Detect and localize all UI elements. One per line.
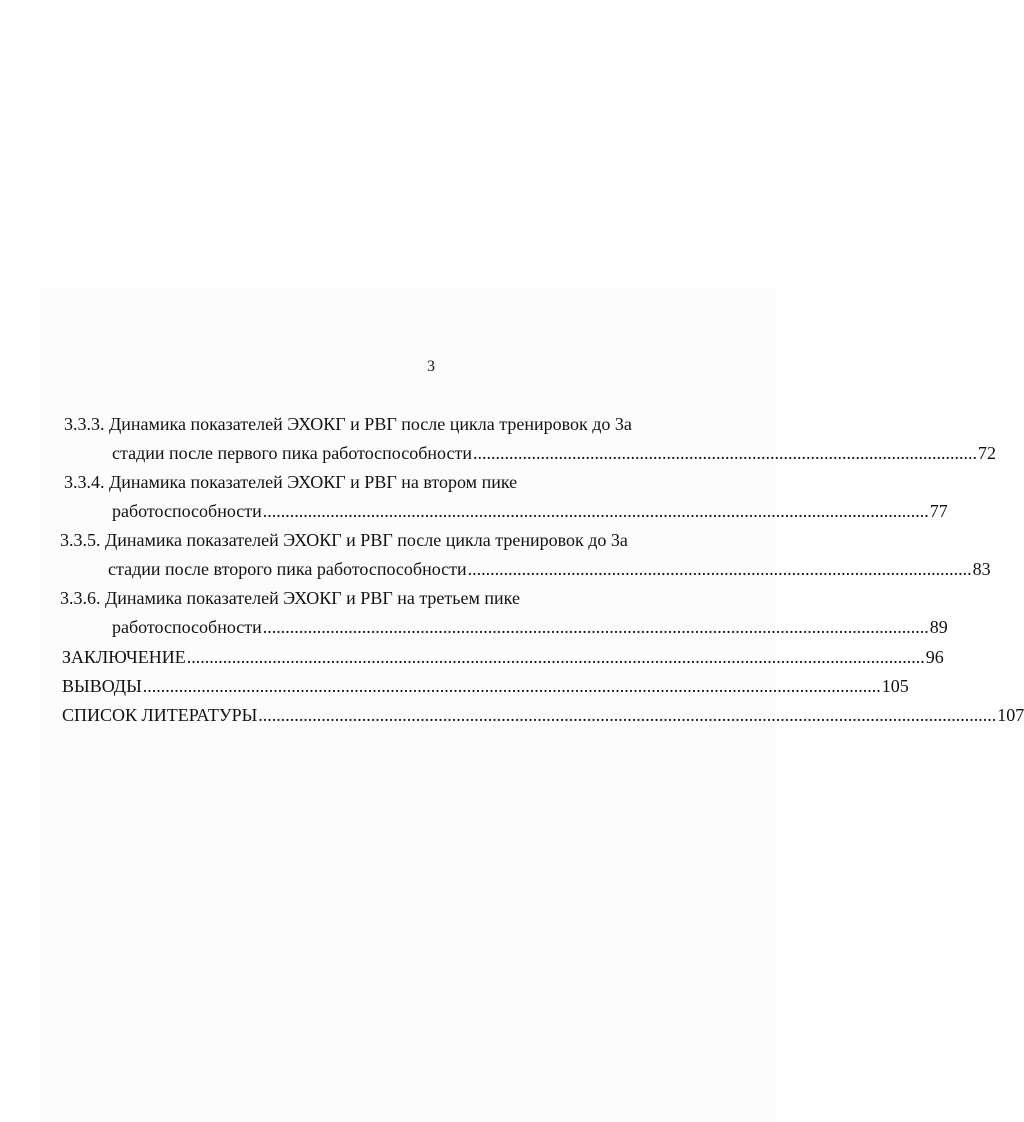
- toc-entry-title-text: 3.3.5. Динамика показателей ЭХОКГ и РВГ после цикла тренировок до 3а: [60, 530, 628, 550]
- toc-page-number: 105: [881, 676, 909, 696]
- toc-entry-title-text: 3.3.6. Динамика показателей ЭХОКГ и РВГ на третьем пике: [60, 588, 520, 608]
- dot-leader: ....................................................................................................................................................................: [142, 676, 881, 696]
- toc-entry-findings: [62, 674, 909, 698]
- toc-entry-conclusion: [62, 645, 944, 669]
- toc-entry-3-3-6-title: [60, 586, 740, 610]
- toc-entry-continuation-text: работоспособности: [112, 501, 262, 521]
- toc-entry-3-3-5-continuation: [108, 557, 991, 581]
- toc-entry-title-text: ЗАКЛЮЧЕНИЕ: [62, 647, 186, 667]
- toc-entry-3-3-4-title: [64, 470, 744, 494]
- toc-entry-title-text: 3.3.3. Динамика показателей ЭХОКГ и РВГ после цикла тренировок до 3а: [64, 414, 632, 434]
- toc-page-number: 72: [977, 443, 996, 463]
- toc-page-number: 96: [925, 647, 944, 667]
- toc-entry-title-text: ВЫВОДЫ: [62, 676, 142, 696]
- toc-page-number: 77: [929, 501, 948, 521]
- dot-leader: ....................................................................................................................................................: [262, 617, 929, 637]
- toc-entry-3-3-4-continuation: [112, 499, 948, 523]
- dot-leader: ....................................................................................................................................................................: [258, 705, 997, 725]
- toc-page-number: 107: [997, 705, 1024, 725]
- toc-entry-continuation-text: работоспособности: [112, 617, 262, 637]
- dot-leader: ....................................................................................................................................................................: [186, 647, 925, 667]
- toc-entry-3-3-3-title: [64, 412, 744, 436]
- toc-entry-references: [62, 703, 1024, 727]
- toc-entry-title-text: 3.3.4. Динамика показателей ЭХОКГ и РВГ на втором пике: [64, 472, 518, 492]
- toc-page-number: 89: [929, 617, 948, 637]
- dot-leader: ....................................................................................................................................................: [262, 501, 929, 521]
- toc-entry-continuation-text: стадии после первого пика работоспособности: [112, 443, 472, 463]
- toc-entry-continuation-text: стадии после второго пика работоспособности: [108, 559, 467, 579]
- dot-leader: ................................................................................................................: [472, 443, 977, 463]
- toc-entry-3-3-5-title: [60, 528, 740, 552]
- page-number: 3: [427, 358, 435, 375]
- toc-page-number: 83: [972, 559, 991, 579]
- toc-entry-title-text: СПИСОК ЛИТЕРАТУРЫ: [62, 705, 258, 725]
- toc-entry-3-3-6-continuation: [112, 615, 948, 639]
- toc-entry-3-3-3-continuation: [112, 441, 996, 465]
- dot-leader: ................................................................................................................: [467, 559, 972, 579]
